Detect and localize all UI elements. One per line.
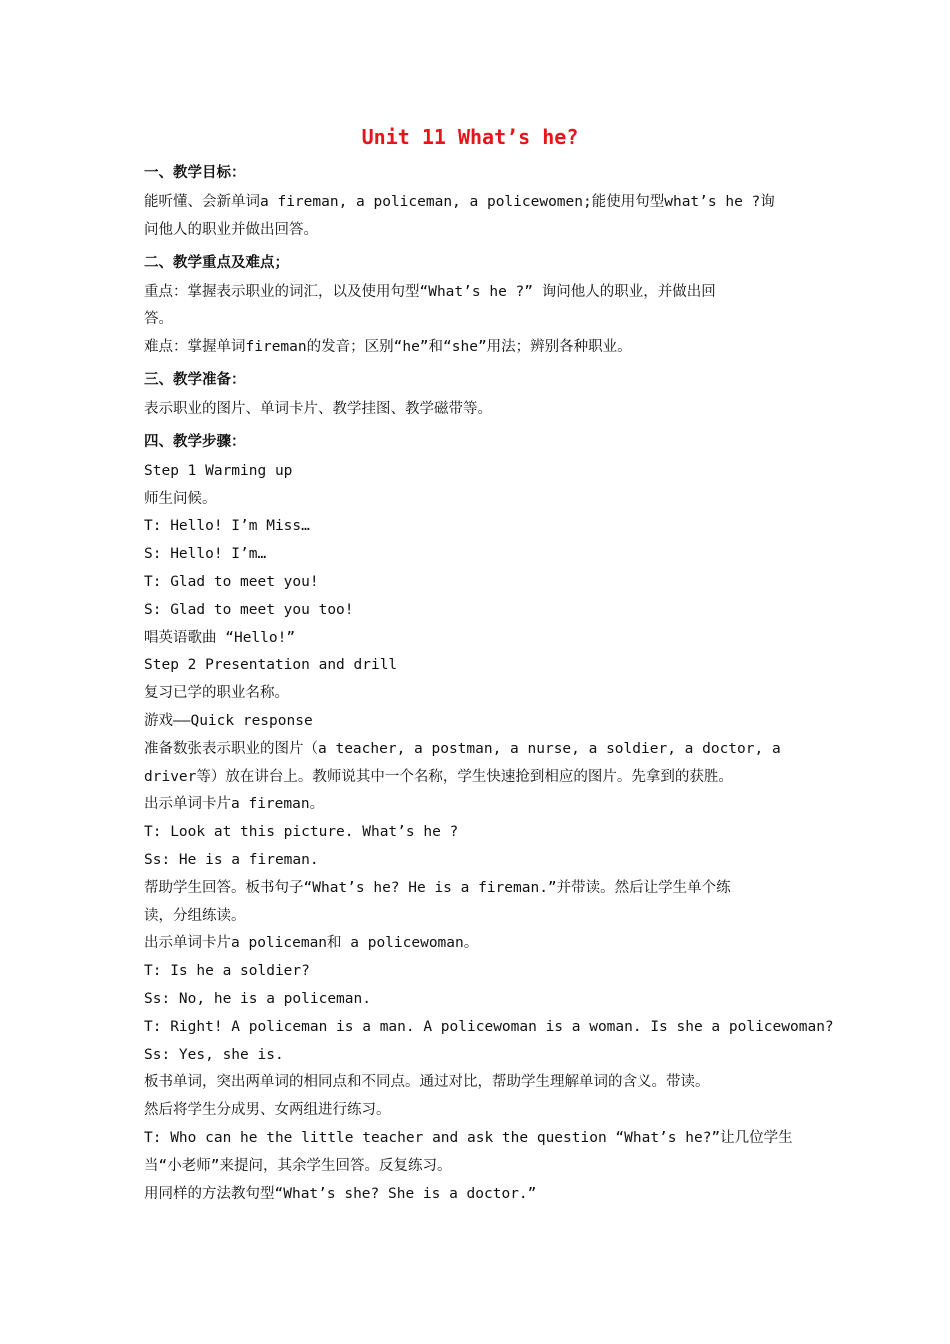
dialogue-line: S: Glad to meet you too! [144,601,354,618]
page-title: Unit 11 What’s he? [361,125,579,149]
paragraph-line: 当“小老师”来提问，其余学生回答。反复练习。 [144,1157,452,1174]
paragraph-line: driver等）放在讲台上。教师说其中一个名称，学生快速抢到相应的图片。先拿到的获胜。 [144,768,733,785]
paragraph-line: 师生问候。 [144,490,217,507]
paragraph-line: 表示职业的图片、单词卡片、教学挂图、教学磁带等。 [144,400,492,417]
document-body [144,158,834,1208]
paragraph-line: 复习已学的职业名称。 [144,685,289,702]
paragraph-line: 重点：掌握表示职业的词汇，以及使用句型“What’s he ?” 询问他人的职业，并做出回 [144,283,716,300]
paragraph-line: 游戏——Quick response [144,712,313,729]
dialogue-line: T: Glad to meet you! [144,573,319,590]
paragraph-line: 帮助学生回答。板书句子“What’s he? He is a fireman.”并带读。然后让学生单个练 [144,879,731,896]
paragraph-line: 出示单词卡片a fireman。 [144,796,325,813]
dialogue-line: T: Right! A policeman is a man. A policewoman is a woman. Is she a policewoman? [144,1018,834,1035]
dialogue-line: Ss: No, he is a policeman. [144,990,371,1007]
paragraph-line: 读，分组练读。 [144,907,246,924]
paragraph-line: 问他人的职业并做出回答。 [144,221,318,238]
step-title: Step 1 Warming up [144,462,293,479]
step-title: Step 2 Presentation and drill [144,657,398,674]
dialogue-line: Ss: Yes, she is. [144,1046,284,1063]
dialogue-line: T: Hello! I’m Miss… [144,518,310,535]
paragraph-line: 准备数张表示职业的图片（a teacher, a postman, a nurse, a soldier, a doctor, a [144,740,781,757]
dialogue-line: T: Who can he the little teacher and ask the question “What’s he?”让几位学生 [144,1129,793,1146]
section-heading-steps: 四、教学步骤： [144,433,246,450]
paragraph-line: 能听懂、会新单词a fireman, a policeman, a policewomen;能使用句型what’s he ?询 [144,194,775,210]
section-heading-goals: 一、教学目标： [144,165,246,181]
paragraph-line: 难点：掌握单词fireman的发音；区别“he”和“she”用法；辨别各种职业。 [144,339,632,356]
paragraph-line: 用同样的方法教句型“What’s she? She is a doctor.” [144,1185,537,1202]
paragraph-line: 出示单词卡片a policeman和 a policewoman。 [144,935,479,952]
dialogue-line: S: Hello! I’m… [144,546,267,563]
paragraph-line: 答。 [144,311,173,328]
section-heading-key-points: 二、教学重点及难点； [144,254,289,271]
dialogue-line: T: Is he a soldier? [144,963,310,980]
section-heading-preparation: 三、教学准备： [144,371,246,388]
paragraph-line: 然后将学生分成男、女两组进行练习。 [144,1102,391,1119]
dialogue-line: Ss: He is a fireman. [144,851,319,868]
paragraph-line: 板书单词，突出两单词的相同点和不同点。通过对比，帮助学生理解单词的含义。带读。 [144,1074,710,1091]
dialogue-line: T: Look at this picture. What’s he ? [144,824,459,841]
paragraph-line: 唱英语歌曲 “Hello!” [144,629,296,646]
